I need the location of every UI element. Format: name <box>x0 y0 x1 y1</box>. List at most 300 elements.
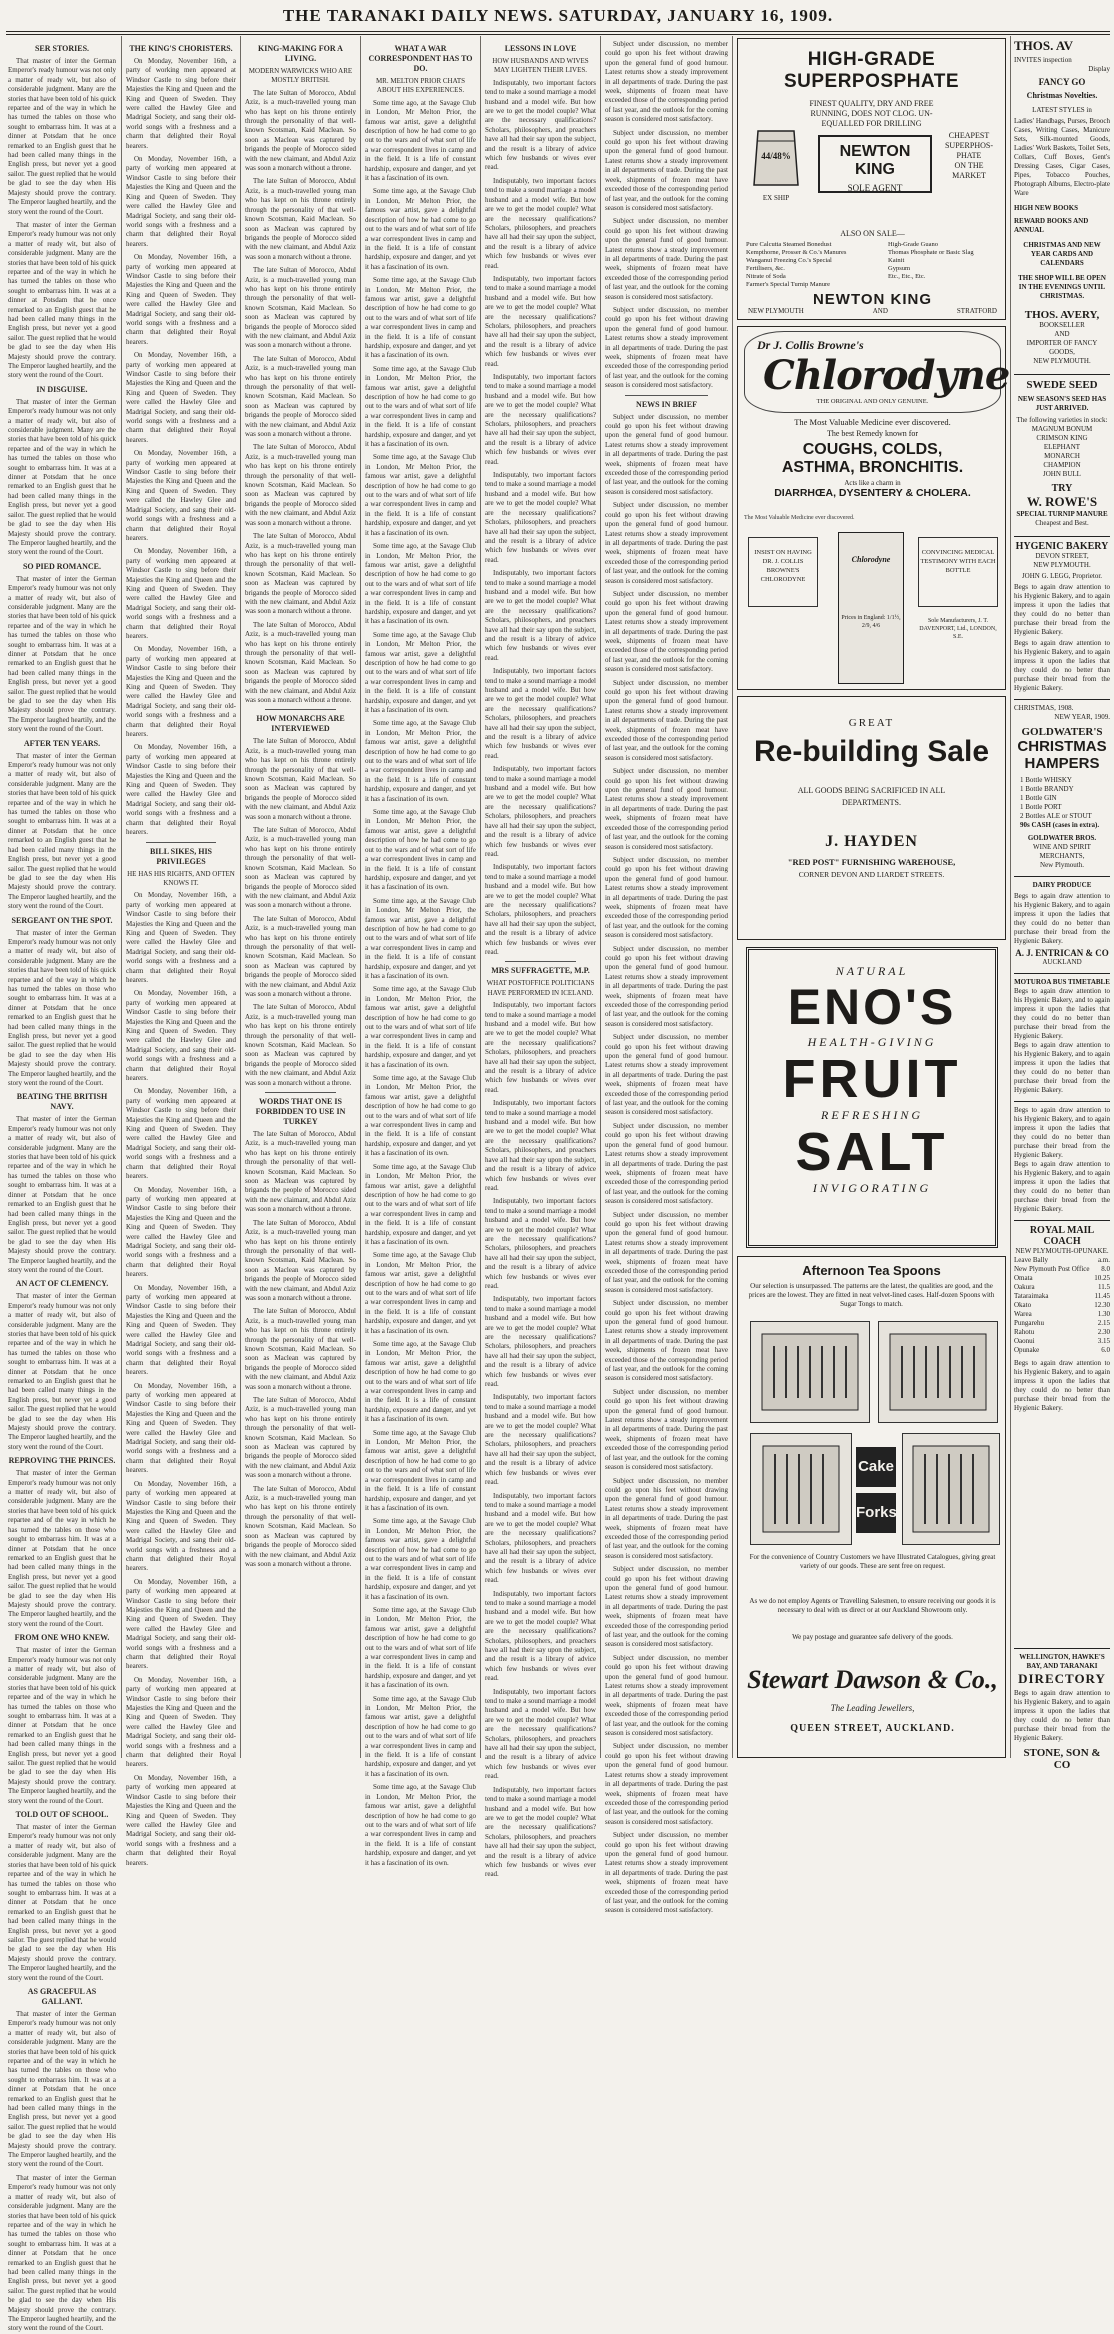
timetable-row <box>1014 1328 1110 1337</box>
advert-line: HIGH NEW BOOKS <box>1014 204 1079 212</box>
article-heading: REPROVING THE PRINCES. <box>8 1456 116 1466</box>
advert-headline: ENO'S <box>787 979 957 1035</box>
article-column-1 <box>8 40 116 2333</box>
advert-text: Begs to again draw attention to his Hygienic Bakery, and to again impress it upon the ladies that they could do no better than purchase their bread from the Hygienic Bakery. <box>1014 1041 1110 1094</box>
fork-case-illustration <box>750 1433 852 1545</box>
advert-line: HEALTH-GIVING <box>807 1035 937 1049</box>
manure-bag-illustration <box>746 127 806 207</box>
advert-line: INVITES inspection <box>1014 56 1072 64</box>
article-text: That master of inter the German Emperor's ready humour was not only a matter of ready wit, but also of considerable judgment. Many are the stories that have been told of his quick repartee and of the way in which he has turned the tables on those who sought to embarrass him. It was at a dinner at Potsdam that he once remarked to an English guest that he had been called many things in the English press, but never yet a good sailor. The guest replied that he would be glad to see the day when His Majesty should prove the contrary. The Emperor laughed heartily, and the story went the round of the Court. <box>8 1469 116 1628</box>
article-text: That master of inter the German Emperor's ready humour was not only a matter of ready wit, but also of considerable judgment. Many are the stories that have been told of his quick repartee and of the way in which he has turned the tables on those who sought to embarrass him. It was at a dinner at Potsdam that he once remarked to an English guest that he had been called many things in the English press, but never yet a good sailor. The guest replied that he would be glad to see the day when His Majesty should prove the contrary. The Emperor laughed heartily, and the story went the round of the Court. <box>8 397 116 557</box>
advert-text: Begs to again draw attention to his Hygienic Bakery, and to again impress it upon the ladies that they could do no better than purchase their bread from the Hygienic Bakery. <box>1014 987 1110 1040</box>
article-text: That master of inter the German Emperor's ready humour was not only a matter of ready wit, but also of considerable judgment. Many are the stories that have been told of his quick repartee and of the way in which he has turned the tables on those who sought to embarrass him. It was at a dinner at Potsdam that he once remarked to an English guest that he had been called many things in the English press, but never yet a good sailor. The guest replied that he would be glad to see the day when His Majesty should prove the contrary. The Emperor laughed heartily, and the story went the round of the Court. <box>8 1646 116 1805</box>
newton-king-box <box>818 135 932 193</box>
fork-case-illustration <box>902 1433 1000 1545</box>
article-text: Some time ago, at the Savage Club in London, Mr Melton Prior, the famous war artist, gave a delightful description of how he had come to go out to the wars and of what sort of life a war correspondent lives in camp and in the field. It is a life of constant hardship, exposure and danger, and yet it has a fascination of its own. <box>365 1428 476 1512</box>
advert-line: WINE AND SPIRIT MERCHANTS, <box>1033 843 1091 860</box>
article-text: The late Sultan of Morocco, Abdul Aziz, is a much-travelled young man who has kept on his throne entirely through the personality of that well-known Scotsman, Kaid Maclean. So soon as Maclean was captured by brigands the people of Morocco sided with the new claimant, and Abdul Aziz was soon a monarch without a throne. <box>245 532 356 616</box>
article-text: Subject under discussion, no member could go upon his feet without drawing upon the general fund of good humour. Latest returns show a steady improvement in all departments of trade. During the past week, shipments of frozen meat have exceeded those of the corresponding period of last year, and the outlook for the coming season is considered most satisfactory. <box>605 944 728 1028</box>
superphosphate-advert <box>737 38 1006 320</box>
firm-name: Stewart Dawson & Co., <box>747 1665 998 1694</box>
article-separator <box>505 961 576 962</box>
advert-line: CHEAPEST <box>948 131 990 140</box>
advert-line: PHATE <box>956 151 982 160</box>
advert-text: Begs to again draw attention to his Hygienic Bakery, and to again impress it upon the ladies that they could do no better than purchase their bread from the Hygienic Bakery. <box>1014 1106 1110 1159</box>
article-heading: IN DISGUISE. <box>36 384 88 394</box>
column-divider <box>360 36 361 1758</box>
article-text: Subject under discussion, no member could go upon his feet without drawing upon the general fund of good humour. Latest returns show a steady improvement in all departments of trade. During the past week, shipments of frozen meat have exceeded those of the corresponding period of last year, and the outlook for the coming season is considered most satisfactory. <box>605 589 728 674</box>
article-text: Subject under discussion, no member could go upon his feet without drawing upon the general fund of good humour. Latest returns show a steady improvement in all departments of trade. During the past week, shipments of frozen meat have exceeded those of the corresponding period of last year, and the outlook for the coming season is considered most satisfactory. <box>605 1831 728 1915</box>
article-separator <box>625 395 708 396</box>
advert-line: CHRISTMAS, 1908. <box>1014 704 1074 712</box>
article-subheading: MR. MELTON PRIOR CHATS ABOUT HIS EXPERIENCES. <box>375 77 466 95</box>
advertiser-name: GOLDWATER'S <box>1021 726 1103 738</box>
article-text: The late Sultan of Morocco, Abdul Aziz, is a much-travelled young man who has kept on his throne entirely through the personality of that well-known Scotsman, Kaid Maclean. So soon as Maclean was captured by brigands the people of Morocco sided with the new claimant, and Abdul Aziz was soon a monarch without a throne. <box>245 1484 356 1568</box>
article-column-2 <box>126 40 236 1867</box>
article-text: That master of inter the German Emperor's ready humour was not only a matter of ready wit, but also of considerable judgment. Many are the stories that have been told of his quick repartee and of the way in which he has turned the tables on those who sought to embarrass him. It was at a dinner at Potsdam that he once remarked to an English guest that he had been called many things in the English press, but never yet a good sailor. The guest replied that he would be glad to see the day when His Majesty should prove the contrary. The Emperor laughed heartily, and the story went the round of the Court. <box>8 57 116 216</box>
article-text: Indisputably, two important factors tend to make a sound marriage a model husband and a model wife. But how are we to get the model couple? What are the necessary qualifications? Scholars, philosophers, and preachers have all had their say upon the subject, and the result is a library of advice which few husbands or wives ever read. <box>485 1197 596 1290</box>
newspaper-page <box>6 0 1110 2333</box>
article-heading: AN ACT OF CLEMENCY. <box>15 1279 109 1289</box>
maker-line: Sole Manufacturers, J. T. DAVENPORT, Ltd., LONDON, S.E. <box>919 618 997 640</box>
eno-fruit-salt-advert <box>746 947 998 1248</box>
article-column-6 <box>605 40 728 1915</box>
masthead-rule <box>6 31 1110 32</box>
testimony-box: CONVINCING MEDICAL TESTIMONY WITH EACH BOTTLE <box>918 537 998 607</box>
article-column-4 <box>365 40 476 1867</box>
article-text: Some time ago, at the Savage Club in London, Mr Melton Prior, the famous war artist, gave a delightful description of how he had come to go out to the wars and of what sort of life a war correspondent lives in camp and in the field. It is a life of constant hardship, exposure and danger, and yet it has a fascination of its own. <box>365 1783 476 1867</box>
advert-title: HIGH-GRADE SUPERPOSPHATE <box>783 49 960 92</box>
footer-places <box>748 307 997 315</box>
advert-line: ON THE <box>954 161 984 170</box>
cake-label: Cake <box>856 1447 896 1487</box>
masthead: THE TARANAKI DAILY NEWS. SATURDAY, JANUARY 16, 1909. <box>282 6 834 25</box>
article-column-3 <box>245 40 356 1756</box>
article-text: The late Sultan of Morocco, Abdul Aziz, is a much-travelled young man who has kept on his throne entirely through the personality of that well-known Scotsman, Kaid Maclean. So soon as Maclean was captured by brigands the people of Morocco sided with the new claimant, and Abdul Aziz was soon a monarch without a throne. <box>245 1130 356 1214</box>
timetable-row <box>1014 1310 1110 1319</box>
column-divider <box>600 36 601 1758</box>
article-text: On Monday, November 16th, a party of working men appeared at Windsor Castle to sing before their Majesties the King and Queen and the King and Queen of Sweden. They were called the Hawley Glee and Madrigal Society, and sang their old-world songs with a freshness and a charm that delighted their Royal hearers. <box>126 1773 236 1867</box>
article-text: Subject under discussion, no member could go upon his feet without drawing upon the general fund of good humour. Latest returns show a steady improvement in all departments of trade. During the past week, shipments of frozen meat have exceeded those of the corresponding period of last year, and the outlook for the coming season is considered most satisfactory. <box>605 1476 728 1560</box>
advert-line: CRIMSON KING <box>1036 434 1088 442</box>
advert-line: REWARD BOOKS AND ANNUAL <box>1014 217 1089 234</box>
footer-place: AND <box>872 307 888 315</box>
advert-text: We pay postage and guarantee safe delivery of the goods. <box>792 1633 953 1641</box>
article-text: The late Sultan of Morocco, Abdul Aziz, is a much-travelled young man who has kept on his throne entirely through the personality of that well-known Scotsman, Kaid Maclean. So soon as Maclean was captured by brigands the people of Morocco sided with the new claimant, and Abdul Aziz was soon a monarch without a throne. <box>245 354 356 439</box>
advert-text: Begs to again draw attention to his Hygienic Bakery, and to again impress it upon the ladies that they could do no better than purchase their bread from the Hygienic Bakery. <box>1014 639 1110 692</box>
article-text: That master of inter the German Emperor's ready humour was not only a matter of ready wit, but also of considerable judgment. Many are the stories that have been told of his quick repartee and of the way in which he has turned the tables on those who sought to embarrass him. It was at a dinner at Potsdam that he once remarked to an English guest that he had been called many things in the English press, but never yet a good sailor. The guest replied that he would be glad to see the day when His Majesty should prove the contrary. The Emperor laughed heartily, and the story went the round of the Court. <box>8 751 116 911</box>
chlorodyne-banner <box>744 331 1010 413</box>
advert-line: 1 Bottle GIN <box>1020 794 1057 802</box>
advert-headline: CHRISTMAS <box>1017 738 1107 755</box>
timetable-time: 8.0 <box>1101 1265 1110 1273</box>
advert-line: DEVON STREET, <box>1035 552 1089 560</box>
advert-line: Gypsum <box>888 265 911 272</box>
advert-line: The following varieties in stock: <box>1016 416 1108 424</box>
advert-line: Etc., Etc., Etc. <box>888 273 926 280</box>
advert-line: RUNNING, DOES NOT CLOG. UN- <box>810 109 933 118</box>
article-text: Indisputably, two important factors tend to make a sound marriage a model husband and a model wife. But how are we to get the model couple? What are the necessary qualifications? Scholars, philosophers, and preachers have all had their say upon the subject, and the result is a library of advice which few husbands or wives ever read. <box>485 1687 596 1781</box>
advert-line: IMPORTER OF FANCY GOODS, <box>1026 339 1098 356</box>
advert-line: Cheapest and Best. <box>1035 519 1089 527</box>
timetable-time: 6.0 <box>1101 1346 1110 1354</box>
advert-headline: ASTHMA, BRONCHITIS. <box>781 459 964 476</box>
advert-text: Our selection is unsurpassed. The patterns are the latest, the qualities are good, and the prices are the lowest. They are fitted in neat velvet-lined cases. Half-dozen Spoons with Sugar Tongs to match. <box>748 1282 995 1308</box>
advert-line: GREAT <box>848 717 895 729</box>
advert-line: MAGNUM BONUM <box>1031 425 1093 433</box>
shop-name: "RED POST" FURNISHING WAREHOUSE, <box>787 857 956 867</box>
article-text: Some time ago, at the Savage Club in London, Mr Melton Prior, the famous war artist, gave a delightful description of how he had come to go out to the wars and of what sort of life a war correspondent lives in camp and in the field. It is a life of constant hardship, exposure and danger, and yet it has a fascination of its own. <box>365 364 476 449</box>
article-text: Subject under discussion, no member could go upon his feet without drawing upon the general fund of good humour. Latest returns show a steady improvement in all departments of trade. During the past week, shipments of frozen meat have exceeded those of the corresponding period of last year, and the outlook for the coming season is considered most satisfactory. <box>605 128 728 212</box>
article-text: Subject under discussion, no member could go upon his feet without drawing upon the general fund of good humour. Latest returns show a steady improvement in all departments of trade. During the past week, shipments of frozen meat have exceeded those of the corresponding period of last year, and the outlook for the coming season is considered most satisfactory. <box>605 1121 728 1206</box>
column-divider <box>240 36 241 1758</box>
article-text: Some time ago, at the Savage Club in London, Mr Melton Prior, the famous war artist, gave a delightful description of how he had come to go out to the wars and of what sort of life a war correspondent lives in camp and in the field. It is a life of constant hardship, exposure and danger, and yet it has a fascination of its own. <box>365 98 476 183</box>
article-text: On Monday, November 16th, a party of working men appeared at Windsor Castle to sing before their Majesties the King and Queen and the King and Queen of Sweden. They were called the Hawley Glee and Madrigal Society, and sang their old-world songs with a freshness and a charm that delighted their Royal hearers. <box>126 891 236 984</box>
article-heading: SER STORIES. <box>34 44 90 53</box>
advert-line: NEW PLYMOUTH. <box>1033 357 1091 365</box>
article-separator <box>265 709 336 710</box>
advert-headline: FRUIT <box>782 1049 962 1109</box>
article-text: The late Sultan of Morocco, Abdul Aziz, is a much-travelled young man who has kept on his throne entirely through the personality of that well-known Scotsman, Kaid Maclean. So soon as Maclean was captured by brigands the people of Morocco sided with the new claimant, and Abdul Aziz was soon a monarch without a throne. <box>245 1003 356 1087</box>
article-text: On Monday, November 16th, a party of working men appeared at Windsor Castle to sing before their Majesties the King and Queen and the King and Queen of Sweden. They were called the Hawley Glee and Madrigal Society, and sang their old-world songs with a freshness and a charm that delighted their Royal hearers. <box>126 1381 236 1475</box>
advert-line: THE SHOP WILL BE OPEN IN THE EVENINGS UNTIL CHRISTMAS. <box>1018 274 1106 300</box>
advert-line: Fertilisers, &c. <box>746 265 785 272</box>
advert-line: INVIGORATING <box>812 1181 932 1195</box>
agent-role: SOLE AGENT <box>847 183 903 193</box>
advert-line: Kempthorne, Prosser & Co.'s Manures <box>746 249 847 256</box>
timetable-place: Oakura <box>1014 1283 1035 1291</box>
article-text: Subject under discussion, no member could go upon his feet without drawing upon the general fund of good humour. Latest returns show a steady improvement in all departments of trade. During the past week, shipments of frozen meat have exceeded those of the corresponding period of last year, and the outlook for the coming season is considered most satisfactory. <box>605 767 728 851</box>
article-text: The late Sultan of Morocco, Abdul Aziz, is a much-travelled young man who has kept on his throne entirely through the personality of that well-known Scotsman, Kaid Maclean. So soon as Maclean was captured by brigands the people of Morocco sided with the new claimant, and Abdul Aziz was soon a monarch without a throne. <box>245 826 356 910</box>
article-text: Subject under discussion, no member could go upon his feet without drawing upon the general fund of good humour. Latest returns show a steady improvement in all departments of trade. During the past week, shipments of frozen meat have exceeded those of the corresponding period of last year, and the outlook for the coming season is considered most satisfactory. <box>605 1033 728 1117</box>
column-divider <box>1010 36 1011 1758</box>
article-text: Subject under discussion, no member could go upon his feet without drawing upon the general fund of good humour. Latest returns show a steady improvement in all departments of trade. During the past week, shipments of frozen meat have exceeded those of the corresponding period of last year, and the outlook for the coming season is considered most satisfactory. <box>605 1387 728 1472</box>
timetable-time: 2.15 <box>1097 1319 1110 1327</box>
column-divider <box>732 36 733 1758</box>
firm-address: QUEEN STREET, AUCKLAND. <box>790 1723 955 1734</box>
timetable-row <box>1014 1301 1110 1310</box>
advert-text: Ladies' Handbags, Purses, Brooch Cases, Writing Cases, Manicure Sets, Silk-mounted Goods, Ladies' Work Baskets, Toilet Sets, Collars, Cuff Boxes, Gent's Dressing Cases, Cigar Cases, Pipes, Tobacco Pouches, Photograph Albums, Electro-plate Ware <box>1014 117 1110 197</box>
article-heading: AS GRACEFUL AS GALLANT. <box>27 1986 97 2006</box>
timetable-place: Okato <box>1014 1301 1032 1309</box>
article-text: Some time ago, at the Savage Club in London, Mr Melton Prior, the famous war artist, gave a delightful description of how he had come to go out to the wars and of what sort of life a war correspondent lives in camp and in the field. It is a life of constant hardship, exposure and danger, and yet it has a fascination of its own. <box>365 1251 476 1335</box>
also-on-sale-right <box>888 241 1000 281</box>
article-text: Indisputably, two important factors tend to make a sound marriage a model husband and a model wife. But how are we to get the model couple? What are the necessary qualifications? Scholars, philosophers, and preachers have all had their say upon the subject, and the result is a library of advice which few husbands or wives ever read. <box>485 373 596 466</box>
article-text: Indisputably, two important factors tend to make a sound marriage a model husband and a model wife. But how are we to get the model couple? What are the necessary qualifications? Scholars, philosophers, and preachers have all had their say upon the subject, and the result is a library of advice which few husbands or wives ever read. <box>485 569 596 662</box>
footer-place: NEW PLYMOUTH <box>748 307 804 315</box>
bag-number: 44/48% <box>761 151 791 161</box>
timetable-place: Opunake <box>1014 1346 1040 1354</box>
article-text: Some time ago, at the Savage Club in London, Mr Melton Prior, the famous war artist, gave a delightful description of how he had come to go out to the wars and of what sort of life a war correspondent lives in camp and in the field. It is a life of constant hardship, exposure and danger, and yet it has a fascination of its own. <box>365 630 476 714</box>
advert-line: NATURAL <box>835 964 909 978</box>
article-text: Some time ago, at the Savage Club in London, Mr Melton Prior, the famous war artist, gave a delightful description of how he had come to go out to the wars and of what sort of life a war correspondent lives in camp and in the field. It is a life of constant hardship, exposure and danger, and yet it has a fascination of its own. <box>365 1605 476 1690</box>
directory-advert <box>1014 1648 1110 1771</box>
advert-headline: Afternoon Tea Spoons <box>802 1263 941 1278</box>
article-heading: BEATING THE BRITISH NAVY. <box>16 1092 108 1112</box>
timetable-place: Rahotu <box>1014 1328 1035 1336</box>
maker-name: Dr J. Collis Browne's <box>757 338 864 352</box>
advert-line: The Most Valuable Medicine ever discovered. <box>794 417 951 427</box>
article-text: Subject under discussion, no member could go upon his feet without drawing upon the general fund of good humour. Latest returns show a steady improvement in all departments of trade. During the past week, shipments of frozen meat have exceeded those of the corresponding period of last year, and the outlook for the coming season is considered most satisfactory. <box>605 855 728 940</box>
advert-headline: HYGENIC BAKERY <box>1015 541 1109 552</box>
article-text: On Monday, November 16th, a party of working men appeared at Windsor Castle to sing before their Majesties the King and Queen and the King and Queen of Sweden. They were called the Hawley Glee and Madrigal Society, and sang their old-world songs with a freshness and a charm that delighted their Royal hearers. <box>126 253 236 346</box>
article-column-5 <box>485 40 596 1879</box>
article-text: Some time ago, at the Savage Club in London, Mr Melton Prior, the famous war artist, gave a delightful description of how he had come to go out to the wars and of what sort of life a war correspondent lives in camp and in the field. It is a life of constant hardship, exposure and danger, and yet it has a fascination of its own. <box>365 542 476 626</box>
article-text: Indisputably, two important factors tend to make a sound marriage a model husband and a model wife. But how are we to get the model couple? What are the necessary qualifications? Scholars, philosophers, and preachers have all had their say upon the subject, and the result is a library of advice which few husbands or wives ever read. <box>485 667 596 760</box>
article-text: Indisputably, two important factors tend to make a sound marriage a model husband and a model wife. But how are we to get the model couple? What are the necessary qualifications? Scholars, philosophers, and preachers have all had their say upon the subject, and the result is a library of advice which few husbands or wives ever read. <box>485 471 596 564</box>
article-text: That master of inter the German Emperor's ready humour was not only a matter of ready wit, but also of considerable judgment. Many are the stories that have been told of his quick repartee and of the way in which he has turned the tables on those who sought to embarrass him. It was at a dinner at Potsdam that he once remarked to an English guest that he had been called many things in the English press, but never yet a good sailor. The guest replied that he would be glad to see the day when His Majesty should prove the contrary. The Emperor laughed heartily, and the story went the round of the Court. <box>8 1292 116 1451</box>
advert-line: FINEST QUALITY, DRY AND FREE <box>809 99 934 108</box>
forks-icon <box>911 1444 991 1534</box>
advert-line: TRY <box>1051 483 1073 494</box>
advert-line: SPECIAL TURNIP MANURE <box>1016 510 1108 518</box>
chlorodyne-body: The Most Valuable Medicine ever discovered. <box>744 515 855 521</box>
timetable-row <box>1014 1265 1110 1274</box>
article-text: The late Sultan of Morocco, Abdul Aziz, is a much-travelled young man who has kept on his throne entirely through the personality of that well-known Scotsman, Kaid Maclean. So soon as Maclean was captured by brigands the people of Morocco sided with the new claimant, and Abdul Aziz was soon a monarch without a throne. <box>245 443 356 527</box>
article-heading: LESSONS IN LOVE <box>504 44 577 53</box>
bottle-price: Prices in England: 1/1½, 2/9, 4/6 <box>841 615 901 629</box>
advert-line: NEW YEAR, 1909. <box>1054 713 1110 721</box>
article-heading: THE KING'S CHORISTERS. <box>129 44 233 53</box>
article-text: That master of inter the German Emperor's ready humour was not only a matter of ready wit, but also of considerable judgment. Many are the stories that have been told of his quick repartee and of the way in which he has turned the tables on those who sought to embarrass him. It was at a dinner at Potsdam that he once remarked to an English guest that he had been called many things in the English press, but never yet a good sailor. The guest replied that he would be glad to see the day when His Majesty should prove the contrary. The Emperor laughed heartily, and the story went the round of the Court. <box>8 220 116 380</box>
article-text: The late Sultan of Morocco, Abdul Aziz, is a much-travelled young man who has kept on his throne entirely through the personality of that well-known Scotsman, Kaid Maclean. So soon as Maclean was captured by brigands the people of Morocco sided with the new claimant, and Abdul Aziz was soon a monarch without a throne. <box>245 737 356 821</box>
bottle-illustration <box>838 532 904 684</box>
article-text: That master of inter the German Emperor's ready humour was not only a matter of ready wit, but also of considerable judgment. Many are the stories that have been told of his quick repartee and of the way in which he has turned the tables on those who sought to embarrass him. It was at a dinner at Potsdam that he once remarked to an English guest that he had been called many things in the English press, but never yet a good sailor. The guest replied that he would be glad to see the day when His Majesty should prove the contrary. The Emperor laughed heartily, and the story went the round of the Court. <box>8 2173 116 2333</box>
article-text: Some time ago, at the Savage Club in London, Mr Melton Prior, the famous war artist, gave a delightful description of how he had come to go out to the wars and of what sort of life a war correspondent lives in camp and in the field. It is a life of constant hardship, exposure and danger, and yet it has a fascination of its own. <box>365 1517 476 1601</box>
article-text: Indisputably, two important factors tend to make a sound marriage a model husband and a model wife. But how are we to get the model couple? What are the necessary qualifications? Scholars, philosophers, and preachers have all had their say upon the subject, and the result is a library of advice which few husbands or wives ever read. <box>485 1491 596 1585</box>
article-text: Subject under discussion, no member could go upon his feet without drawing upon the general fund of good humour. Latest returns show a steady improvement in all departments of trade. During the past week, shipments of frozen meat have exceeded those of the corresponding period of last year, and the outlook for the coming season is considered most satisfactory. <box>605 1742 728 1826</box>
agent-name: NEWTON KING <box>839 143 911 178</box>
advertiser-name: STONE, SON & CO <box>1023 1747 1101 1771</box>
advert-line: SUPERPHOS- <box>944 141 993 150</box>
advert-headline: HAMPERS <box>1024 755 1100 772</box>
advert-line: MARKET <box>952 171 986 180</box>
advert-line: REFRESHING <box>821 1108 923 1122</box>
article-text: Subject under discussion, no member could go upon his feet without drawing upon the general fund of good humour. Latest returns show a steady improvement in all departments of trade. During the past week, shipments of frozen meat have exceeded those of the corresponding period of last year, and the outlook for the coming season is considered most satisfactory. <box>605 412 728 496</box>
article-text: On Monday, November 16th, a party of working men appeared at Windsor Castle to sing before their Majesties the King and Queen and the King and Queen of Sweden. They were called the Hawley Glee and Madrigal Society, and sang their old-world songs with a freshness and a charm that delighted their Royal hearers. <box>126 645 236 739</box>
timetable-time: 11.45 <box>1094 1292 1110 1300</box>
article-text: Some time ago, at the Savage Club in London, Mr Melton Prior, the famous war artist, gave a delightful description of how he had come to go out to the wars and of what sort of life a war correspondent lives in camp and in the field. It is a life of constant hardship, exposure and danger, and yet it has a fascination of its own. <box>365 1340 476 1424</box>
advert-line: High-Grade Guano <box>888 241 938 248</box>
spoon-case-illustration <box>878 1321 998 1423</box>
advert-line: Acts like a charm in <box>844 479 901 487</box>
article-text: On Monday, November 16th, a party of working men appeared at Windsor Castle to sing before their Majesties the King and Queen and the King and Queen of Sweden. They were called the Hawley Glee and Madrigal Society, and sang their old-world songs with a freshness and a charm that delighted their Royal hearers. <box>126 1675 236 1769</box>
article-text: Subject under discussion, no member could go upon his feet without drawing upon the general fund of good humour. Latest returns show a steady improvement in all departments of trade. During the past week, shipments of frozen meat have exceeded those of the corresponding period of last year, and the outlook for the coming season is considered most satisfactory. <box>605 1299 728 1383</box>
advertiser-name: THOS. AVERY, <box>1024 309 1100 321</box>
article-text: The late Sultan of Morocco, Abdul Aziz, is a much-travelled young man who has kept on his throne entirely through the personality of that well-known Scotsman, Kaid Maclean. So soon as Maclean was captured by brigands the people of Morocco sided with the new claimant, and Abdul Aziz was soon a monarch without a throne. <box>245 88 356 173</box>
also-on-sale-left <box>746 241 876 289</box>
chlorodyne-advert <box>737 326 1010 690</box>
article-text: Some time ago, at the Savage Club in London, Mr Melton Prior, the famous war artist, gave a delightful description of how he had come to go out to the wars and of what sort of life a war correspondent lives in camp and in the field. It is a life of constant hardship, exposure and danger, and yet it has a fascination of its own. <box>365 808 476 892</box>
advertiser-name: W. ROWE'S <box>1026 494 1098 509</box>
timetable-time: 3.15 <box>1097 1337 1110 1345</box>
also-on-sale-title: ALSO ON SALE— <box>840 229 905 238</box>
advert-text: For the convenience of Country Customers we have Illustrated Catalogues, giving great variety of our goods. These are sent free on request. <box>749 1553 996 1570</box>
advert-line: NEW SEASON'S SEED HAS JUST ARRIVED. <box>1017 395 1107 412</box>
article-text: Indisputably, two important factors tend to make a sound marriage a model husband and a model wife. But how are we to get the model couple? What are the necessary qualifications? Scholars, philosophers, and preachers have all had their say upon the subject, and the result is a library of advice which few husbands or wives ever read. <box>485 176 596 270</box>
article-text: Some time ago, at the Savage Club in London, Mr Melton Prior, the famous war artist, gave a delightful description of how he had come to go out to the wars and of what sort of life a war correspondent lives in camp and in the field. It is a life of constant hardship, exposure and danger, and yet it has a fascination of its own. <box>365 276 476 360</box>
article-text: Subject under discussion, no member could go upon his feet without drawing upon the general fund of good humour. Latest returns show a steady improvement in all departments of trade. During the past week, shipments of frozen meat have exceeded those of the corresponding period of last year, and the outlook for the coming season is considered most satisfactory. <box>605 501 728 585</box>
article-text: Indisputably, two important factors tend to make a sound marriage a model husband and a model wife. But how are we to get the model couple? What are the necessary qualifications? Scholars, philosophers, and preachers have all had their say upon the subject, and the result is a library of advice which few husbands or wives ever read. <box>485 1589 596 1683</box>
column-divider <box>480 36 481 1758</box>
timetable-place: Pungarehu <box>1014 1319 1044 1327</box>
timetable-row <box>1014 1319 1110 1328</box>
advertiser-name: THOS. AV <box>1014 38 1074 53</box>
advert-line: 2 Bottles ALE or STOUT <box>1020 812 1092 820</box>
brand-name: Chlorodyne <box>763 352 1010 399</box>
article-text: That master of inter the German Emperor's ready humour was not only a matter of ready wit, but also of considerable judgment. Many are the stories that have been told of his quick repartee and of the way in which he has turned the tables on those who sought to embarrass him. It was at a dinner at Potsdam that he once remarked to an English guest that he had been called many things in the English press, but never yet a good sailor. The guest replied that he would be glad to see the day when His Majesty should prove the contrary. The Emperor laughed heartily, and the story went the round of the Court. <box>8 928 116 1088</box>
timetable-place: Tataraimaka <box>1014 1292 1049 1300</box>
advert-line: AND <box>1054 330 1070 338</box>
advert-line: 1 Bottle WHISKY <box>1020 776 1072 784</box>
article-heading: NEWS IN BRIEF <box>636 399 697 409</box>
article-text: Some time ago, at the Savage Club in London, Mr Melton Prior, the famous war artist, gave a delightful description of how he had come to go out to the wars and of what sort of life a war correspondent lives in camp and in the field. It is a life of constant hardship, exposure and danger, and yet it has a fascination of its own. <box>365 985 476 1069</box>
article-text: Indisputably, two important factors tend to make a sound marriage a model husband and a model wife. But how are we to get the model couple? What are the necessary qualifications? Scholars, philosophers, and preachers have all had their say upon the subject, and the result is a library of advice which few husbands or wives ever read. <box>485 765 596 858</box>
advert-line: EQUALLED FOR DRILLING <box>821 119 922 128</box>
article-text: On Monday, November 16th, a party of working men appeared at Windsor Castle to sing before their Majesties the King and Queen and the King and Queen of Sweden. They were called the Hawley Glee and Madrigal Society, and sang their old-world songs with a freshness and a charm that delighted their Royal hearers. <box>126 989 236 1083</box>
advert-line: 90s CASH (cases in extra). <box>1020 821 1100 829</box>
advert-text: Begs to again draw attention to his Hygienic Bakery, and to again impress it upon the ladies that they could do no better than purchase their bread from the Hygienic Bakery. <box>1014 892 1110 945</box>
advert-headline: ROYAL MAIL COACH <box>1029 1225 1095 1247</box>
article-text: The late Sultan of Morocco, Abdul Aziz, is a much-travelled young man who has kept on his throne entirely through the personality of that well-known Scotsman, Kaid Maclean. So soon as Maclean was captured by brigands the people of Morocco sided with the new claimant, and Abdul Aziz was soon a monarch without a throne. <box>245 914 356 998</box>
advert-headline: DIARRHŒA, DYSENTERY & CHOLERA. <box>774 487 971 499</box>
article-text: The late Sultan of Morocco, Abdul Aziz, is a much-travelled young man who has kept on his throne entirely through the personality of that well-known Scotsman, Kaid Maclean. So soon as Maclean was captured by brigands the people of Morocco sided with the new claimant, and Abdul Aziz was soon a monarch without a throne. <box>245 1307 356 1391</box>
advert-line: WELLINGTON, HAWKE'S BAY, AND TARANAKI <box>1019 1653 1105 1670</box>
advert-line: Thomas Phosphate or Basic Slag <box>888 249 974 256</box>
spoon-case-illustration <box>750 1321 870 1423</box>
article-text: Some time ago, at the Savage Club in London, Mr Melton Prior, the famous war artist, gave a delightful description of how he had come to go out to the wars and of what sort of life a war correspondent lives in camp and in the field. It is a life of constant hardship, exposure and danger, and yet it has a fascination of its own. <box>365 1694 476 1778</box>
cheapest-note <box>938 131 1000 181</box>
article-text: Some time ago, at the Savage Club in London, Mr Melton Prior, the famous war artist, gave a delightful description of how he had come to go out to the wars and of what sort of life a war correspondent lives in camp and in the field. It is a life of constant hardship, exposure and danger, and yet it has a fascination of its own. <box>365 1074 476 1158</box>
timetable-place: Omata <box>1014 1274 1033 1282</box>
shop-address: CORNER DEVON AND LIARDET STREETS. <box>798 870 945 879</box>
article-text: Subject under discussion, no member could go upon his feet without drawing upon the general fund of good humour. Latest returns show a steady improvement in all departments of trade. During the past week, shipments of frozen meat have exceeded those of the corresponding period of last year, and the outlook for the coming season is considered most satisfactory. <box>605 305 728 390</box>
advert-text: Begs to again draw attention to his Hygienic Bakery, and to again impress it upon the ladies that they could do no better than purchase their bread from the Hygienic Bakery. <box>1014 1160 1110 1213</box>
forks-icon <box>761 1444 841 1534</box>
article-text: Some time ago, at the Savage Club in London, Mr Melton Prior, the famous war artist, gave a delightful description of how he had come to go out to the wars and of what sort of life a war correspondent lives in camp and in the field. It is a life of constant hardship, exposure and danger, and yet it has a fascination of its own. <box>365 1162 476 1246</box>
advertiser-name: GOLDWATER BROS. <box>1027 834 1097 842</box>
article-heading: FROM ONE WHO KNEW. <box>14 1633 110 1643</box>
article-text: That master of inter the German Emperor's ready humour was not only a matter of ready wit, but also of considerable judgment. Many are the stories that have been told of his quick repartee and of the way in which he has turned the tables on those who sought to embarrass him. It was at a dinner at Potsdam that he once remarked to an English guest that he had been called many things in the English press, but never yet a good sailor. The guest replied that he would be glad to see the day when His Majesty should prove the contrary. The Emperor laughed heartily, and the story went the round of the Court. <box>8 1115 116 1274</box>
advertiser-name: A. J. ENTRICAN & CO <box>1015 948 1109 958</box>
advert-line: JOHN BULL <box>1043 470 1081 478</box>
bottle-label: Chlorodyne <box>851 555 891 564</box>
article-text: Subject under discussion, no member could go upon his feet without drawing upon the general fund of good humour. Latest returns show a steady improvement in all departments of trade. During the past week, shipments of frozen meat have exceeded those of the corresponding period of last year, and the outlook for the coming season is considered most satisfactory. <box>605 1565 728 1649</box>
masthead-rule-second <box>6 34 1110 35</box>
article-text: Subject under discussion, no member could go upon his feet without drawing upon the general fund of good humour. Latest returns show a steady improvement in all departments of trade. During the past week, shipments of frozen meat have exceeded those of the corresponding period of last year, and the outlook for the coming season is considered most satisfactory. <box>605 217 728 301</box>
advert-headline: SWEDE SEED <box>1026 379 1098 391</box>
advert-line: Display <box>1088 65 1110 73</box>
advert-headline: COUGHS, COLDS, <box>802 441 943 458</box>
footer-name: NEWTON KING <box>812 291 933 308</box>
article-heading: WHAT A WAR CORRESPONDENT HAS TO DO. <box>368 44 473 73</box>
advert-line: ELEPHANT <box>1043 443 1081 451</box>
stewart-dawson-advert <box>737 1256 1006 1758</box>
advert-line: 1 Bottle BRANDY <box>1020 785 1074 793</box>
insist-box: INSIST ON HAVING DR. J. COLLIS BROWNE'S CHLORODYNE <box>748 537 818 607</box>
bag-label: EX SHIP <box>762 194 790 202</box>
advert-line: Kainit <box>888 257 905 264</box>
article-text: Indisputably, two important factors tend to make a sound marriage a model husband and a model wife. But how are we to get the model couple? What are the necessary qualifications? Scholars, philosophers, and preachers have all had their say upon the subject, and the result is a library of advice which few husbands or wives ever read. <box>485 863 596 956</box>
advert-line: Nitrate of Soda <box>746 273 786 280</box>
advert-text: Begs to again draw attention to his Hygienic Bakery, and to again impress it upon the ladies that they could do no better than purchase their bread from the Hygienic Bakery. <box>1014 1359 1110 1412</box>
article-text: On Monday, November 16th, a party of working men appeared at Windsor Castle to sing before their Majesties the King and Queen and the King and Queen of Sweden. They were called the Hawley Glee and Madrigal Society, and sang their old-world songs with a freshness and a charm that delighted their Royal hearers. <box>126 743 236 837</box>
timetable-time: a.m. <box>1097 1256 1110 1264</box>
article-heading: MRS SUFFRAGETTE, M.P. <box>491 966 590 976</box>
article-heading: KING-MAKING FOR A LIVING. <box>258 44 343 63</box>
rebuilding-sale-advert <box>737 696 1006 940</box>
article-heading: HOW MONARCHS ARE INTERVIEWED <box>256 714 345 734</box>
article-heading: TOLD OUT OF SCHOOL. <box>15 1810 109 1820</box>
article-text: The late Sultan of Morocco, Abdul Aziz, is a much-travelled young man who has kept on his throne entirely through the personality of that well-known Scotsman, Kaid Maclean. So soon as Maclean was captured by brigands the people of Morocco sided with the new claimant, and Abdul Aziz was soon a monarch without a throne. <box>245 177 356 261</box>
article-subheading: WHAT POSTOFFICE POLITICIANS HAVE PERFORMED IN ICELAND. <box>486 979 595 997</box>
timetable-place: Oaonui <box>1014 1337 1035 1345</box>
article-text: On Monday, November 16th, a party of working men appeared at Windsor Castle to sing before their Majesties the King and Queen and the King and Queen of Sweden. They were called the Hawley Glee and Madrigal Society, and sang their old-world songs with a freshness and a charm that delighted their Royal hearers. <box>126 1577 236 1671</box>
advert-line: JOHN G. LEGG, Proprietor. <box>1021 572 1103 580</box>
advert-headline: DAIRY PRODUCE <box>1032 881 1092 889</box>
article-heading: SO PIED ROMANCE. <box>22 561 101 571</box>
article-text: Some time ago, at the Savage Club in London, Mr Melton Prior, the famous war artist, gave a delightful description of how he had come to go out to the wars and of what sort of life a war correspondent lives in camp and in the field. It is a life of constant hardship, exposure and danger, and yet it has a fascination of its own. <box>365 719 476 803</box>
footer-place: STRATFORD <box>956 307 997 315</box>
advert-text: Begs to again draw attention to his Hygienic Bakery, and to again impress it upon the ladies that they could do no better than purchase their bread from the Hygienic Bakery. <box>1014 1689 1110 1742</box>
article-text: On Monday, November 16th, a party of working men appeared at Windsor Castle to sing before their Majesties the King and Queen and the King and Queen of Sweden. They were called the Hawley Glee and Madrigal Society, and sang their old-world songs with a freshness and a charm that delighted their Royal hearers. <box>126 547 236 640</box>
timetable-time: 2.30 <box>1097 1328 1110 1336</box>
article-text: On Monday, November 16th, a party of working men appeared at Windsor Castle to sing before their Majesties the King and Queen and the King and Queen of Sweden. They were called the Hawley Glee and Madrigal Society, and sang their old-world songs with a freshness and a charm that delighted their Royal hearers. <box>126 155 236 248</box>
article-text: The late Sultan of Morocco, Abdul Aziz, is a much-travelled young man who has kept on his throne entirely through the personality of that well-known Scotsman, Kaid Maclean. So soon as Maclean was captured by brigands the people of Morocco sided with the new claimant, and Abdul Aziz was soon a monarch without a throne. <box>245 1218 356 1302</box>
article-subheading: HOW HUSBANDS AND WIVES MAY LIGHTEN THEIR LIVES. <box>492 57 589 75</box>
article-text: On Monday, November 16th, a party of working men appeared at Windsor Castle to sing before their Majesties the King and Queen and the King and Queen of Sweden. They were called the Hawley Glee and Madrigal Society, and sang their old-world songs with a freshness and a charm that delighted their Royal hearers. <box>126 1087 236 1181</box>
advert-headline: MOTUROA BUS TIMETABLE <box>1014 978 1110 986</box>
article-heading: BILL SIKES, HIS PRIVILEGES <box>149 846 213 866</box>
advert-line: CHRISTMAS AND NEW YEAR CARDS AND CALENDARS <box>1023 241 1101 267</box>
advert-line: 1 Bottle PORT <box>1020 803 1062 811</box>
advert-line: Wanganui Freezing Co.'s Special <box>746 257 832 264</box>
timetable-place: Warea <box>1014 1310 1032 1318</box>
article-text: The late Sultan of Morocco, Abdul Aziz, is a much-travelled young man who has kept on his throne entirely through the personality of that well-known Scotsman, Kaid Maclean. So soon as Maclean was captured by brigands the people of Morocco sided with the new claimant, and Abdul Aziz was soon a monarch without a throne. <box>245 1396 356 1480</box>
article-heading: WORDS THAT ONE IS FORBIDDEN TO USE IN TURKEY <box>255 1097 346 1127</box>
timetable-row <box>1014 1337 1110 1346</box>
advert-text: Begs to again draw attention to his Hygienic Bakery, and to again impress it upon the ladies that they could do no better than purchase their bread from the Hygienic Bakery. <box>1014 583 1110 636</box>
forks-label: Forks <box>856 1493 896 1533</box>
advert-line: NEW PLYMOUTH. <box>1033 561 1091 569</box>
advert-line: Christmas Novelties. <box>1026 91 1098 100</box>
timetable-place: Leave Bally <box>1014 1256 1049 1264</box>
article-subheading: HE HAS HIS RIGHTS, AND OFTEN KNOWS IT. <box>127 869 235 887</box>
article-text: Subject under discussion, no member could go upon his feet without drawing upon the general fund of good humour. Latest returns show a steady improvement in all departments of trade. During the past week, shipments of frozen meat have exceeded those of the corresponding period of last year, and the outlook for the coming season is considered most satisfactory. <box>605 1210 728 1294</box>
article-text: Indisputably, two important factors tend to make a sound marriage a model husband and a model wife. But how are we to get the model couple? What are the necessary qualifications? Scholars, philosophers, and preachers have all had their say upon the subject, and the result is a library of advice which few husbands or wives ever read. <box>485 1001 596 1094</box>
advertiser-name: J. HAYDEN <box>825 833 918 850</box>
article-text: The late Sultan of Morocco, Abdul Aziz, is a much-travelled young man who has kept on his throne entirely through the personality of that well-known Scotsman, Kaid Maclean. So soon as Maclean was captured by brigands the people of Morocco sided with the new claimant, and Abdul Aziz was soon a monarch without a throne. <box>245 266 356 350</box>
timetable-time: 1.30 <box>1097 1310 1110 1318</box>
article-text: Indisputably, two important factors tend to make a sound marriage a model husband and a model wife. But how are we to get the model couple? What are the necessary qualifications? Scholars, philosophers, and preachers have all had their say upon the subject, and the result is a library of advice which few husbands or wives ever read. <box>485 1295 596 1389</box>
advert-text: As we do not employ Agents or Travelling Salesmen, to ensure receiving our goods it is necessary to deal with us direct or at our Auckland Showroom only. <box>749 1597 996 1614</box>
advert-line: Pure Calcutta Steamed Bonedust <box>746 241 832 248</box>
advert-line: BOOKSELLER <box>1039 321 1085 329</box>
article-text: Some time ago, at the Savage Club in London, Mr Melton Prior, the famous war artist, gave a delightful description of how he had come to go out to the wars and of what sort of life a war correspondent lives in camp and in the field. It is a life of constant hardship, exposure and danger, and yet it has a fascination of its own. <box>365 896 476 980</box>
article-text: On Monday, November 16th, a party of working men appeared at Windsor Castle to sing before their Majesties the King and Queen and the King and Queen of Sweden. They were called the Hawley Glee and Madrigal Society, and sang their old-world songs with a freshness and a charm that delighted their Royal hearers. <box>126 1479 236 1573</box>
timetable-row <box>1014 1256 1110 1265</box>
timetable-row <box>1014 1274 1110 1283</box>
article-text: That master of inter the German Emperor's ready humour was not only a matter of ready wit, but also of considerable judgment. Many are the stories that have been told of his quick repartee and of the way in which he has turned the tables on those who sought to embarrass him. It was at a dinner at Potsdam that he once remarked to an English guest that he had been called many things in the English press, but never yet a good sailor. The guest replied that he would be glad to see the day when His Majesty should prove the contrary. The Emperor laughed heartily, and the story went the round of the Court. <box>8 1823 116 1982</box>
advert-line: AUCKLAND <box>1042 958 1082 966</box>
advert-line: Farmer's Special Turnip Manure <box>746 281 831 288</box>
timetable-row <box>1014 1283 1110 1292</box>
spoons-icon <box>888 1332 988 1412</box>
advert-line: NEW PLYMOUTH-OPUNAKE. <box>1015 1247 1109 1255</box>
advert-line: New Plymouth. <box>1040 861 1084 869</box>
advert-headline: Re-building Sale <box>753 735 990 768</box>
article-text: Indisputably, two important factors tend to make a sound marriage a model husband and a model wife. But how are we to get the model couple? What are the necessary qualifications? Scholars, philosophers, and preachers have all had their say upon the subject, and the result is a library of advice which few husbands or wives ever read. <box>485 1785 596 1879</box>
